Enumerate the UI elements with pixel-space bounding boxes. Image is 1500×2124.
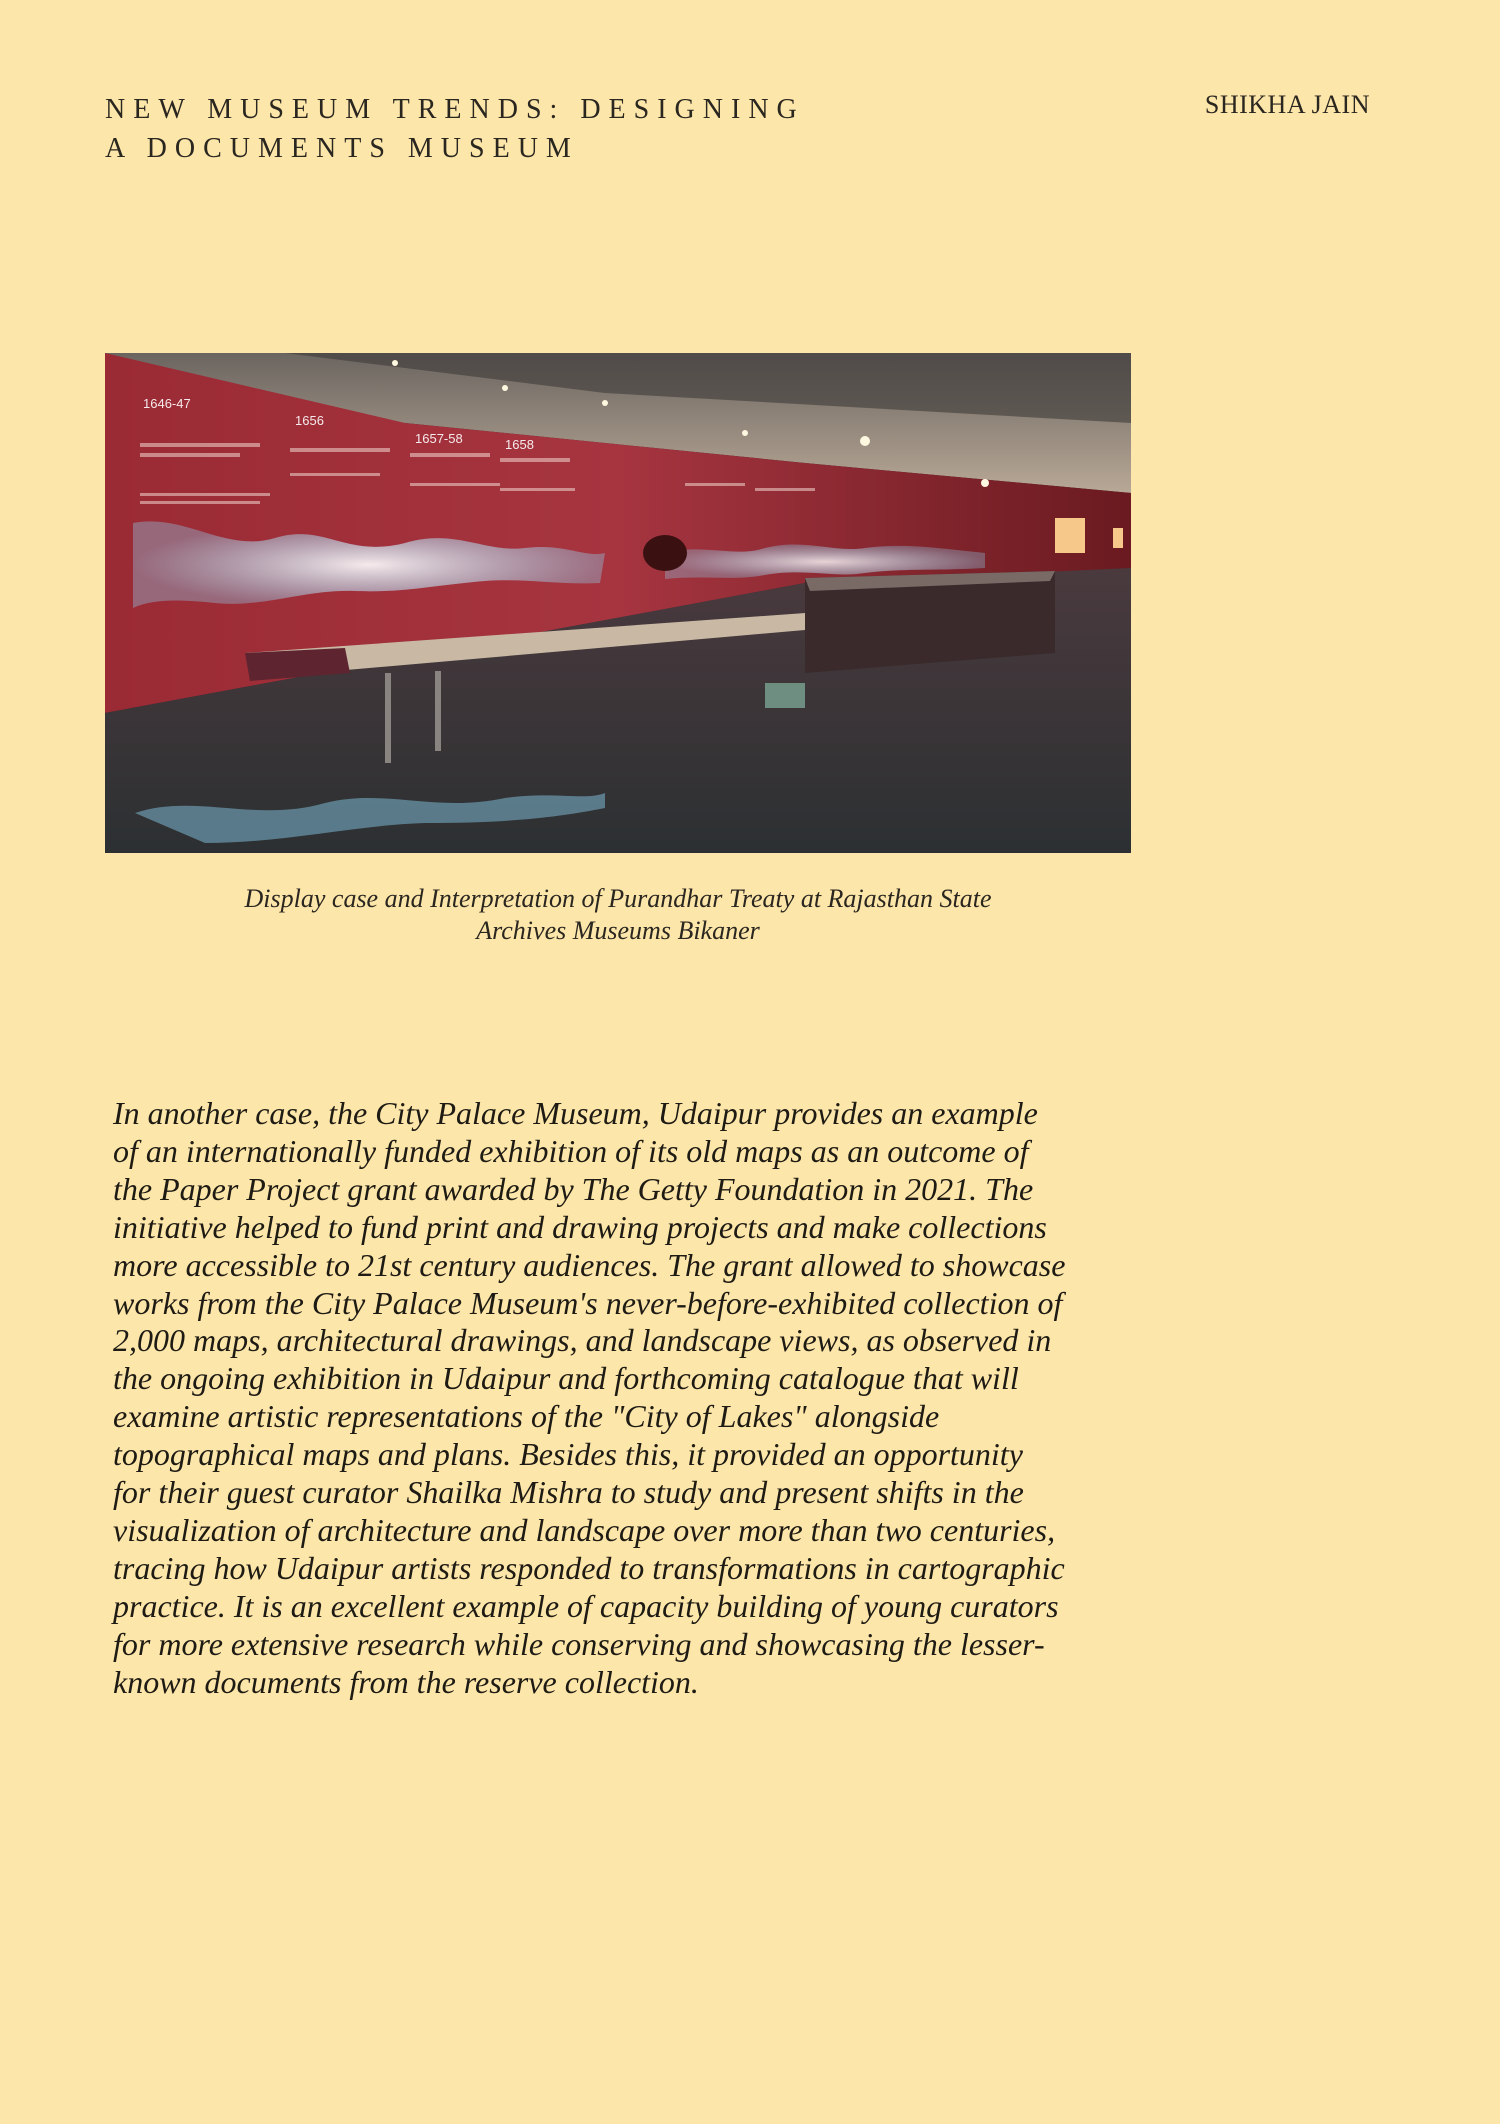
body-line: for their guest curator Shailka Mishra to study and present shifts in the — [113, 1474, 1024, 1511]
body-line: 2,000 maps, architectural drawings, and landscape views, as observed in — [113, 1322, 1052, 1359]
body-line: works from the City Palace Museum's never-before-exhibited collection of — [113, 1284, 1063, 1321]
panel-year-4: 1658 — [505, 437, 534, 452]
body-line: In another case, the City Palace Museum, Udaipur provides an example — [113, 1095, 1038, 1131]
panel-year-3: 1657-58 — [415, 431, 463, 446]
page-title-line-1: NEW MUSEUM TRENDS: DESIGNING — [105, 94, 805, 125]
body-line: tracing how Udaipur artists responded to transformations in cartographic — [113, 1549, 1065, 1586]
body-line: topographical maps and plans. Besides this, it provided an opportunity — [113, 1436, 1023, 1473]
figure-caption — [105, 883, 1131, 947]
body-line: the Paper Project grant awarded by The Getty Foundation in 2021. The — [113, 1170, 1034, 1207]
body-line: practice. It is an excellent example of capacity building of young curators — [113, 1587, 1059, 1624]
body-line: known documents from the reserve collection. — [113, 1663, 699, 1700]
page-title-line-2: A DOCUMENTS MUSEUM — [105, 133, 579, 164]
exhibition-photo — [105, 353, 1131, 853]
body-line: more accessible to 21st century audiences. The grant allowed to showcase — [113, 1246, 1066, 1283]
author-name: SHIKHA JAIN — [1204, 90, 1370, 119]
body-line: visualization of architecture and landscape over more than two centuries, — [113, 1511, 1056, 1548]
caption-line-1: Display case and Interpretation of Purandhar Treaty at Rajasthan State — [244, 884, 992, 913]
body-line: examine artistic representations of the "City of Lakes" alongside — [113, 1398, 940, 1435]
body-line: the ongoing exhibition in Udaipur and forthcoming catalogue that will — [113, 1360, 1019, 1397]
caption-line-2: Archives Museums Bikaner — [476, 916, 760, 945]
body-line: of an internationally funded exhibition of its old maps as an outcome of — [113, 1132, 1029, 1169]
panel-year-2: 1656 — [295, 413, 324, 428]
panel-year-1: 1646-47 — [143, 396, 191, 411]
body-line: initiative helped to fund print and drawing projects and make collections — [113, 1208, 1047, 1245]
body-line: for more extensive research while conserving and showcasing the lesser- — [113, 1625, 1045, 1662]
body-paragraph — [113, 1095, 1143, 1702]
page-title — [105, 90, 865, 168]
